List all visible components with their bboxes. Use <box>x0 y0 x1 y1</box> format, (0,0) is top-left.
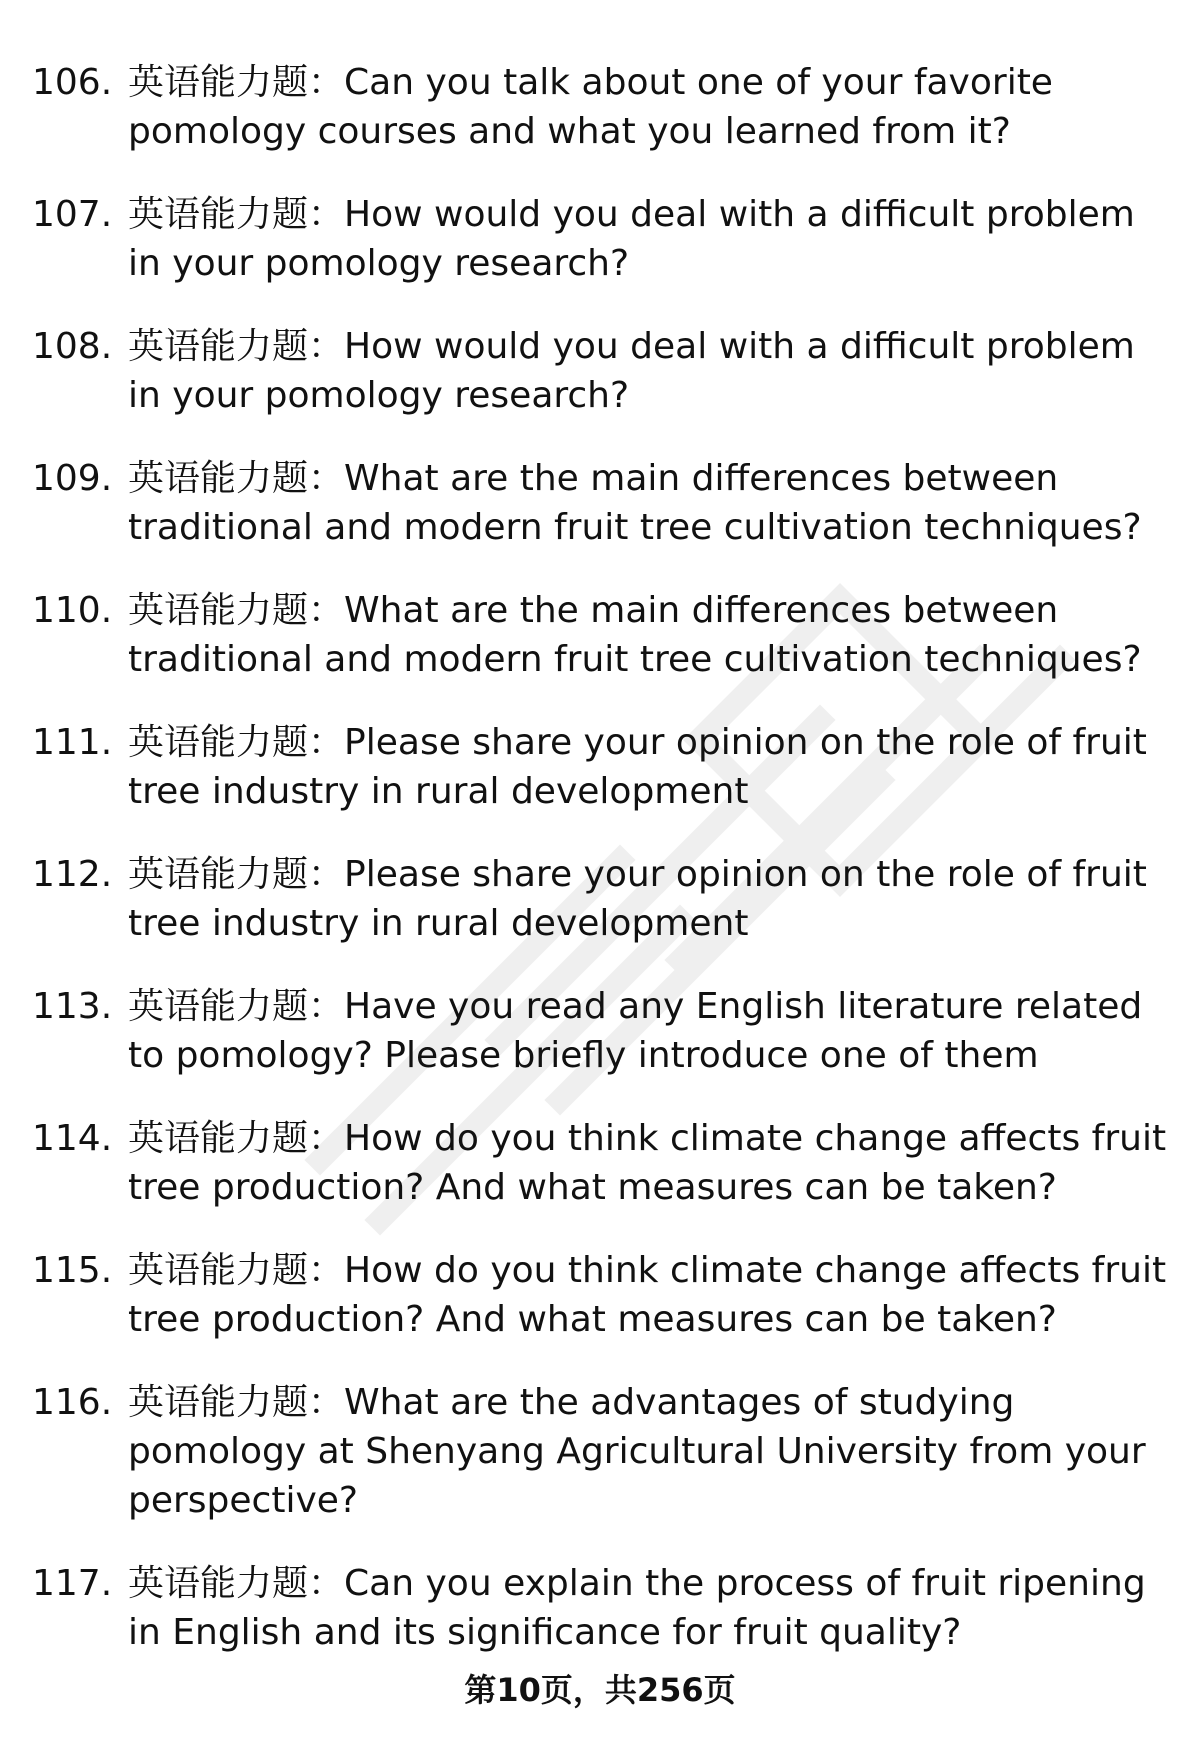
question-separator: ： <box>308 62 345 103</box>
question-tag: 英语能力题 <box>128 194 309 235</box>
question-body <box>128 322 1172 420</box>
list-item <box>32 1559 1172 1657</box>
question-body <box>128 1559 1172 1657</box>
question-body <box>128 1378 1172 1525</box>
question-list <box>32 58 1172 1691</box>
question-separator: ： <box>308 854 345 895</box>
question-body <box>128 850 1172 948</box>
question-text: Can you talk about one of your favorite pomology courses and what you learned from it? <box>128 62 1053 152</box>
question-text: How would you deal with a difficult problem in your pomology research? <box>128 326 1135 416</box>
question-separator: ： <box>308 1382 345 1423</box>
page-number-footer: 第10页，共256页 <box>464 1671 736 1709</box>
question-text: What are the main differences between traditional and modern fruit tree cultivation techniques? <box>128 458 1142 548</box>
question-tag: 英语能力题 <box>128 1250 309 1291</box>
question-body <box>128 982 1172 1080</box>
question-body <box>128 586 1172 684</box>
list-item <box>32 1246 1172 1344</box>
question-separator: ： <box>308 458 345 499</box>
question-number: 115. <box>32 1250 113 1291</box>
question-body <box>128 1114 1172 1212</box>
list-item <box>32 1114 1172 1212</box>
question-separator: ： <box>308 1118 345 1159</box>
list-item <box>32 190 1172 288</box>
list-item <box>32 982 1172 1080</box>
question-text: Have you read any English literature related to pomology? Please briefly introduce one of them <box>128 986 1143 1076</box>
question-tag: 英语能力题 <box>128 326 309 367</box>
question-tag: 英语能力题 <box>128 1382 309 1423</box>
list-item <box>32 1378 1172 1525</box>
question-tag: 英语能力题 <box>128 590 309 631</box>
question-tag: 英语能力题 <box>128 986 309 1027</box>
question-number: 109. <box>32 458 113 499</box>
question-separator: ： <box>308 326 345 367</box>
question-number: 113. <box>32 986 113 1027</box>
question-tag: 英语能力题 <box>128 458 309 499</box>
question-separator: ： <box>308 1563 345 1604</box>
question-text: Please share your opinion on the role of fruit tree industry in rural development <box>128 722 1147 812</box>
question-text: Can you explain the process of fruit ripening in English and its significance for fruit quality? <box>128 1563 1146 1653</box>
question-tag: 英语能力题 <box>128 1118 309 1159</box>
question-body <box>128 190 1172 288</box>
question-number: 110. <box>32 590 113 631</box>
question-number: 117. <box>32 1563 113 1604</box>
question-body <box>128 454 1172 552</box>
question-separator: ： <box>308 986 345 1027</box>
question-tag: 英语能力题 <box>128 854 309 895</box>
question-number: 114. <box>32 1118 113 1159</box>
list-item <box>32 586 1172 684</box>
question-body <box>128 58 1172 156</box>
question-tag: 英语能力题 <box>128 1563 309 1604</box>
question-separator: ： <box>308 590 345 631</box>
question-number: 116. <box>32 1382 113 1423</box>
list-item <box>32 322 1172 420</box>
question-number: 107. <box>32 194 113 235</box>
question-tag: 英语能力题 <box>128 62 309 103</box>
question-text: How would you deal with a difficult problem in your pomology research? <box>128 194 1135 284</box>
question-separator: ： <box>308 722 345 763</box>
question-text: What are the main differences between traditional and modern fruit tree cultivation techniques? <box>128 590 1142 680</box>
question-text: Please share your opinion on the role of fruit tree industry in rural development <box>128 854 1147 944</box>
question-body <box>128 718 1172 816</box>
question-body <box>128 1246 1172 1344</box>
question-separator: ： <box>308 194 345 235</box>
question-number: 108. <box>32 326 113 367</box>
question-separator: ： <box>308 1250 345 1291</box>
question-text: How do you think climate change affects fruit tree production? And what measures can be taken? <box>128 1118 1167 1208</box>
question-number: 111. <box>32 722 113 763</box>
question-number: 112. <box>32 854 113 895</box>
question-tag: 英语能力题 <box>128 722 309 763</box>
question-number: 106. <box>32 62 113 103</box>
question-text: What are the advantages of studying pomology at Shenyang Agricultural University from your perspective? <box>128 1382 1146 1521</box>
list-item <box>32 850 1172 948</box>
list-item <box>32 718 1172 816</box>
list-item <box>32 58 1172 156</box>
question-text: How do you think climate change affects fruit tree production? And what measures can be taken? <box>128 1250 1167 1340</box>
list-item <box>32 454 1172 552</box>
